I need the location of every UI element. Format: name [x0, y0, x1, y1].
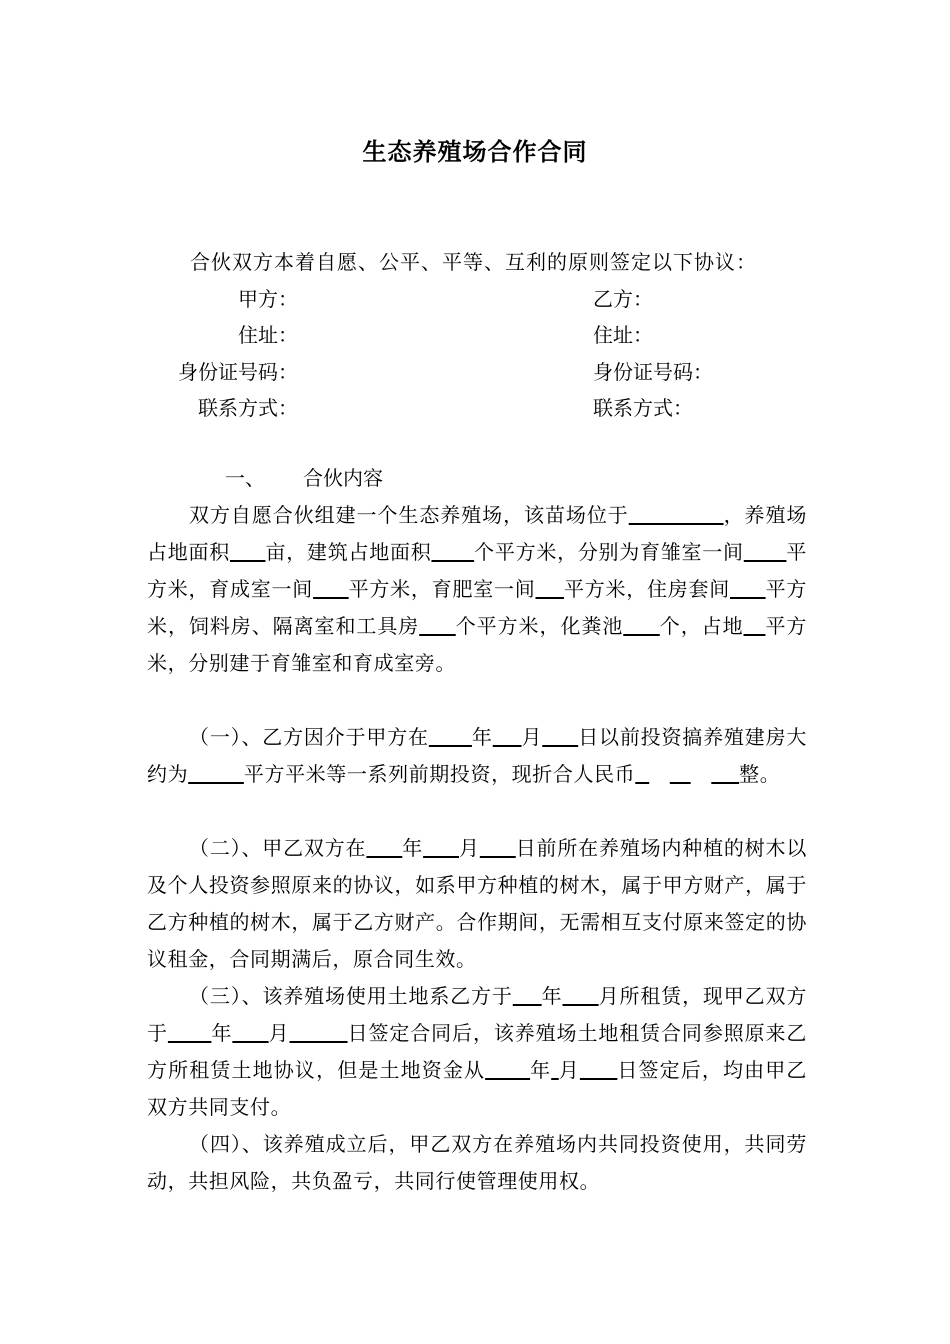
paragraph-text: （四）、该养殖成立后，甲乙双方在养殖场内共同投资使用，共同劳动，共担风险，共负盈亏，共同行使管理使用权。 [147, 1132, 807, 1193]
document-title: 生态养殖场合作合同 [362, 137, 588, 166]
paragraph-clause-3 [147, 978, 807, 1126]
paragraph-text: 双方自愿合伙组建一个生态养殖场，该苗场位于 ，养殖场占地面积 亩，建筑占地面积 个平方米，分别为育雏室一间 平方米，育成室一间 平方米，育肥室一间 平方米，住房套间 平方米，饲料房、隔离室和工具房 个平方米，化粪池 个，占地 平方米，分别建于育雏室和育成室旁。 [147, 503, 808, 675]
fill-in-blank [563, 984, 599, 1008]
fill-in-blank [744, 614, 766, 638]
paragraph-clause-2 [147, 830, 807, 978]
fill-in-blank [493, 725, 522, 749]
fill-in-blank [419, 614, 456, 638]
fill-in-blank [551, 1058, 559, 1082]
fill-in-blank [230, 540, 266, 564]
party-b-address-label: 住址： [593, 323, 653, 347]
paragraph-location [147, 497, 807, 682]
fill-in-blank [730, 577, 766, 601]
paragraph-text: （一）、乙方因介于甲方在 年 月 日以前投资搞养殖建房大约为 平方平米等一系列前期投资，现折合人民币 整。 [147, 725, 807, 786]
fill-in-blank [542, 725, 578, 749]
party-a-label: 甲方： [238, 287, 298, 311]
fill-in-blank [366, 836, 402, 860]
fill-in-blank [711, 762, 739, 786]
party-b-contact-label: 联系方式： [593, 396, 693, 420]
fill-in-blank [431, 540, 474, 564]
fill-in-blank [480, 836, 516, 860]
fill-in-blank [580, 1058, 617, 1082]
section-1-number: 一、 [225, 466, 265, 490]
fill-in-blank [188, 762, 244, 786]
fill-in-blank [744, 540, 787, 564]
fill-in-blank [429, 725, 472, 749]
fill-in-blank [629, 503, 724, 527]
fill-in-blank [168, 1021, 212, 1045]
fill-in-blank [623, 614, 660, 638]
section-1-heading [225, 465, 383, 491]
fill-in-blank [513, 984, 542, 1008]
fill-in-blank [635, 762, 649, 786]
paragraph-text: （三）、该养殖场使用土地系乙方于 年 月所租赁，现甲乙双方于 年 月 日签定合同后，该养殖场土地租赁合同参照原来乙方所租赁土地协议，但是土地资金从 年 月 日签定后，均由甲乙双方共同支付。 [147, 984, 808, 1119]
party-b-label: 乙方： [593, 287, 653, 311]
fill-in-blank [423, 836, 459, 860]
fill-in-blank [232, 1021, 268, 1045]
party-a-contact-label: 联系方式： [198, 396, 298, 420]
paragraph-text: （二）、甲乙双方在 年 月 日前所在养殖场内种植的树木以及个人投资参照原来的协议，如系甲方种植的树木，属于甲方财产，属于乙方种植的树木，属于乙方财产。合作期间，无需相互支付原来签定的协议租金，合同期满后，原合同生效。 [147, 836, 807, 971]
party-b-id-label: 身份证号码： [593, 360, 713, 384]
fill-in-blank [535, 577, 563, 601]
intro-line: 合伙双方本着自愿、公平、平等、互利的原则签定以下协议： [190, 250, 757, 274]
fill-in-blank [313, 577, 349, 601]
section-1-title: 合伙内容 [303, 466, 383, 490]
fill-in-blank [290, 1021, 348, 1045]
paragraph-clause-4 [147, 1126, 807, 1200]
party-a-address-label: 住址： [238, 323, 298, 347]
party-a-id-label: 身份证号码： [178, 360, 298, 384]
fill-in-blank [485, 1058, 530, 1082]
paragraph-clause-1 [147, 719, 807, 793]
fill-in-blank [670, 762, 691, 786]
